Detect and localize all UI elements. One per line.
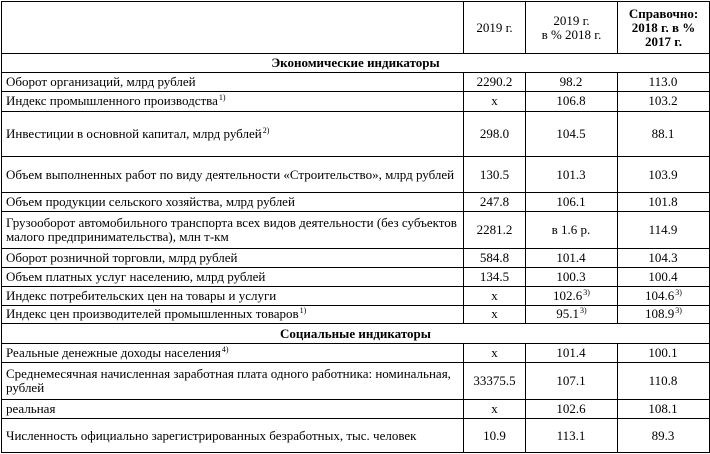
value-footnote: 3) [675, 306, 682, 316]
row-footnote: 2) [262, 126, 270, 135]
table-row [2, 157, 710, 193]
pct-2019-vs-2018: 104.5 [526, 111, 618, 156]
section-title-social: Социальные индикаторы [2, 324, 710, 344]
row-name: Оборот организаций, млрд рублей [2, 72, 464, 91]
header-reference-2018-pct-2017 [618, 2, 710, 54]
row-name: Инвестиции в основной капитал, млрд рублей$^{2)}$ [2, 111, 464, 156]
pct-2018-vs-2017: 114.9 [618, 211, 710, 248]
value-2019: 584.8 [464, 248, 526, 267]
header-2019-pct-2018 [526, 2, 618, 54]
section-row-social [2, 324, 710, 344]
table-row [2, 211, 710, 248]
value-footnote: 3) [580, 306, 587, 316]
value-2019: x [464, 344, 526, 363]
table-row [2, 363, 710, 400]
table-row [2, 72, 710, 91]
pct-2019-vs-2018: 106.8 [526, 91, 618, 111]
header-reference-line1: Справочно: [628, 5, 699, 21]
table-row [2, 305, 710, 324]
pct-2018-vs-2017: 100.1 [618, 344, 710, 363]
pct-2019-vs-2018: 95.1$^{3)}$ [526, 305, 618, 324]
row-footnote: 1) [218, 93, 226, 103]
row-name: Объем платных услуг населению, млрд рублей [2, 267, 464, 286]
table-row [2, 111, 710, 156]
value-2019: 2281.2 [464, 211, 526, 248]
pct-2019-vs-2018: 101.4 [526, 344, 618, 363]
pct-2018-vs-2017: 104.3 [618, 248, 710, 267]
row-name: Оборот розничной торговли, млрд рублей [2, 248, 464, 267]
row-name: Грузооборот автомобильного транспорта всех видов деятельности (без субъектов малого предпринимательства), млн т-км [2, 211, 464, 248]
pct-2019-vs-2018: 100.3 [526, 267, 618, 286]
row-footnote: 4) [221, 345, 229, 355]
header-2019-pct-line1: 2019 г. [553, 12, 590, 28]
row-name: Объем продукции сельского хозяйства, млрд рублей [2, 192, 464, 211]
pct-2018-vs-2017: 89.3 [618, 419, 710, 453]
pct-2019-vs-2018: 102.6 [526, 400, 618, 419]
value-2019: x [464, 91, 526, 111]
pct-2019-vs-2018: в 1.6 р. [526, 211, 618, 248]
table-row [2, 192, 710, 211]
pct-2019-vs-2018: 98.2 [526, 72, 618, 91]
pct-2019-vs-2018: 101.3 [526, 157, 618, 193]
value-footnote: 3) [583, 287, 590, 297]
value-2019: x [464, 305, 526, 324]
header-2019: 2019 г. [464, 2, 526, 54]
indicators-table [1, 1, 710, 453]
header-reference-line2: 2018 г. в % [631, 19, 696, 35]
pct-2019-vs-2018: 101.4 [526, 248, 618, 267]
section-row-economic [2, 54, 710, 73]
table-row [2, 400, 710, 419]
table-row [2, 419, 710, 453]
row-name: Численность официально зарегистрированных безработных, тыс. человек [2, 419, 464, 453]
table-row [2, 248, 710, 267]
value-2019: 134.5 [464, 267, 526, 286]
row-name: Индекс потребительских цен на товары и услуги [2, 286, 464, 305]
header-row [2, 2, 710, 54]
pct-2018-vs-2017: 104.6$^{3)}$ [618, 286, 710, 305]
header-indicator-column [2, 2, 464, 54]
value-2019: 298.0 [464, 111, 526, 156]
header-reference-line3: 2017 г. [645, 33, 682, 49]
row-name: реальная [2, 400, 464, 419]
value-2019: 10.9 [464, 419, 526, 453]
pct-2019-vs-2018: 113.1 [526, 419, 618, 453]
pct-2018-vs-2017: 101.8 [618, 192, 710, 211]
pct-2018-vs-2017: 110.8 [618, 363, 710, 400]
pct-2018-vs-2017: 103.2 [618, 91, 710, 111]
pct-2018-vs-2017: 103.9 [618, 157, 710, 193]
table-row [2, 344, 710, 363]
row-name: Среднемесячная начисленная заработная плата одного работника: номинальная, рублей [2, 363, 464, 400]
pct-2018-vs-2017: 108.1 [618, 400, 710, 419]
value-2019: x [464, 286, 526, 305]
pct-2019-vs-2018: 102.6$^{3)}$ [526, 286, 618, 305]
section-title-economic: Экономические индикаторы [2, 54, 710, 73]
value-2019: 130.5 [464, 157, 526, 193]
pct-2018-vs-2017: 108.9$^{3)}$ [618, 305, 710, 324]
row-name: Индекс промышленного производства$^{1)}$ [2, 91, 464, 111]
value-2019: 2290.2 [464, 72, 526, 91]
pct-2019-vs-2018: 107.1 [526, 363, 618, 400]
value-2019: x [464, 400, 526, 419]
value-2019: 247.8 [464, 192, 526, 211]
pct-2019-vs-2018: 106.1 [526, 192, 618, 211]
table-row [2, 286, 710, 305]
row-name: Реальные денежные доходы населения$^{4)}$ [2, 344, 464, 363]
header-2019-pct-line2: в % 2018 г. [541, 26, 602, 42]
row-footnote: 1) [299, 306, 307, 316]
pct-2018-vs-2017: 100.4 [618, 267, 710, 286]
table-row [2, 91, 710, 111]
pct-2018-vs-2017: 113.0 [618, 72, 710, 91]
pct-2018-vs-2017: 88.1 [618, 111, 710, 156]
row-name: Объем выполненных работ по виду деятельности «Строительство», млрд рублей [2, 157, 464, 193]
table-row [2, 267, 710, 286]
value-2019: 33375.5 [464, 363, 526, 400]
row-name: Индекс цен производителей промышленных товаров$^{1)}$ [2, 305, 464, 324]
value-footnote: 3) [675, 287, 682, 297]
